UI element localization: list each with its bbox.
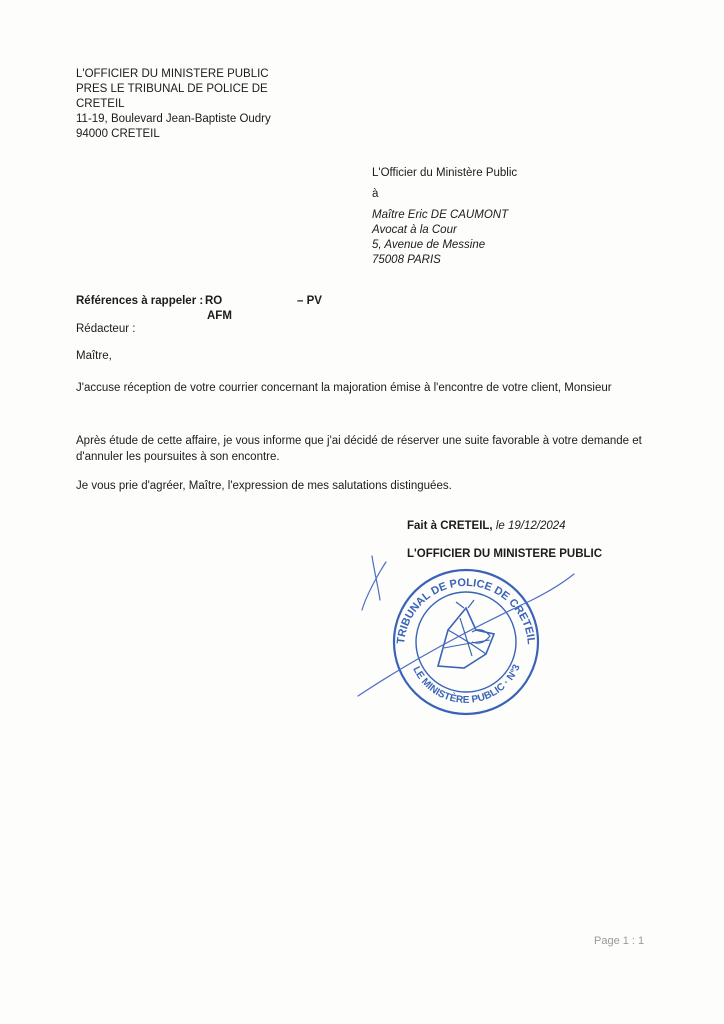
page-number: Page 1 : 1	[594, 935, 645, 947]
recipient-a: à	[372, 188, 379, 200]
paragraph-1: J'accuse réception de votre courrier concernant la majoration émise à l'encontre de votre client, Monsieur	[76, 382, 612, 394]
recipient-from: L'Officier du Ministère Public	[372, 167, 518, 179]
stamp-top-text: TRIBUNAL DE POLICE DE CRETEIL (V-d-M)	[347, 539, 538, 648]
reference-pv: – PV	[297, 295, 322, 307]
official-stamp	[347, 539, 584, 706]
reference-ro: RO	[205, 295, 223, 307]
closing-fait: Fait à CRETEIL,	[407, 520, 493, 532]
sender-line-5: 94000 CRETEIL	[76, 128, 160, 140]
paragraph-3: Je vous prie d'agréer, Maître, l'expression de mes salutations distinguées.	[76, 480, 452, 492]
reference-afm: AFM	[207, 310, 232, 322]
paragraph-2-line-1: Après étude de cette affaire, je vous informe que j'ai décidé de réserver une suite favorable à votre demande et	[76, 435, 642, 447]
stamp-bottom-text: LE MINISTÈRE PUBLIC · N°3	[410, 662, 523, 706]
paragraph-2-line-2: d'annuler les poursuites à son encontre.	[76, 451, 280, 463]
sender-line-2: PRES LE TRIBUNAL DE POLICE DE	[76, 83, 268, 95]
sender-line-1: L'OFFICIER DU MINISTERE PUBLIC	[76, 68, 269, 80]
recipient-name: Maître Eric DE CAUMONT	[372, 209, 509, 221]
recipient-city: 75008 PARIS	[372, 254, 441, 266]
recipient-street: 5, Avenue de Messine	[372, 239, 486, 251]
sender-line-4: 11-19, Boulevard Jean-Baptiste Oudry	[76, 113, 271, 125]
stamp-emblem	[438, 600, 494, 668]
references-label: Références à rappeler :	[76, 295, 204, 307]
signature	[358, 556, 574, 696]
signatory-title: L'OFFICIER DU MINISTERE PUBLIC	[407, 548, 603, 560]
closing-place-date	[407, 519, 566, 535]
redacteur-label: Rédacteur :	[76, 323, 136, 335]
sender-line-3: CRETEIL	[76, 98, 125, 110]
recipient-title: Avocat à la Cour	[372, 224, 457, 236]
salutation: Maître,	[76, 350, 112, 362]
stamp-seal	[394, 570, 538, 714]
closing-date: le 19/12/2024	[495, 520, 566, 532]
